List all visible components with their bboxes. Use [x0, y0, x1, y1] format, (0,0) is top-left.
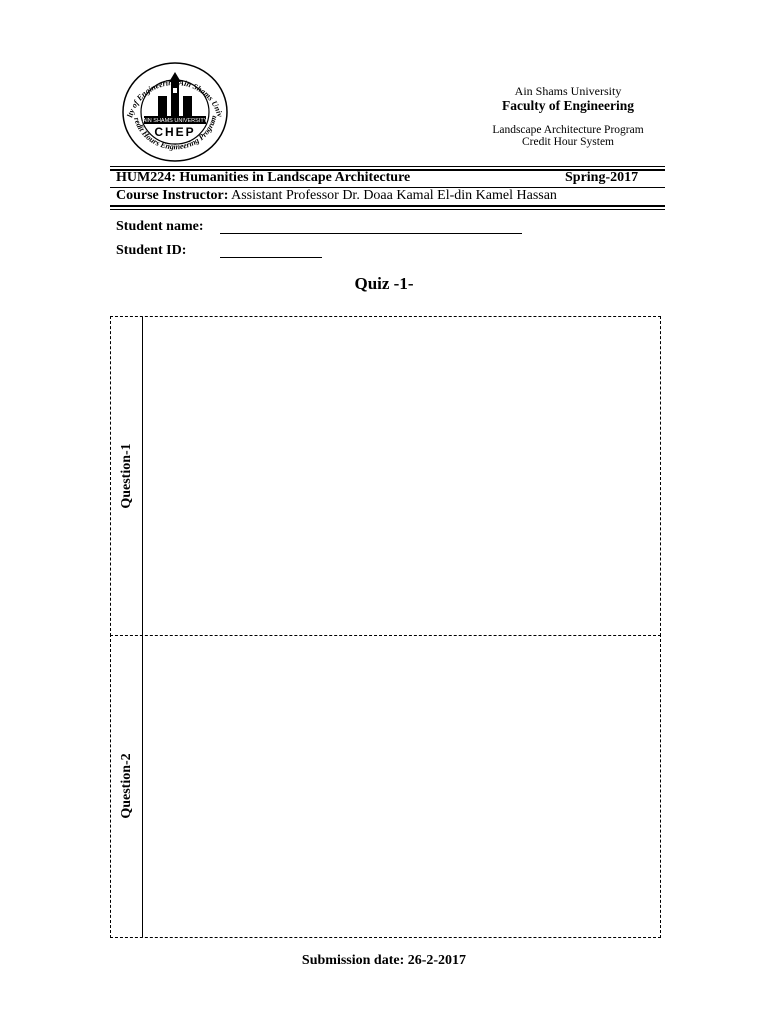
course-title: HUM224: Humanities in Landscape Architecture [116, 170, 411, 185]
seal-center-text: CHEP [154, 125, 196, 139]
header-rule [110, 166, 665, 167]
student-name-field[interactable] [220, 233, 522, 234]
question-1-label: Question-1 [118, 443, 134, 509]
question-2-label: Question-2 [118, 752, 134, 819]
seal-bottom-text: redit Hours Engineering Program [132, 114, 219, 152]
student-name-label: Student name: [116, 219, 204, 234]
student-id-label: Student ID: [116, 243, 187, 258]
instructor-label: Course Instructor: [116, 188, 229, 203]
instructor-name: Assistant Professor Dr. Doaa Kamal El-din Kamel Hassan [228, 188, 557, 203]
faculty-name: Faculty of Engineering [502, 98, 634, 113]
question-1-box[interactable] [110, 316, 661, 636]
course-semester: Spring-2017 [565, 170, 639, 185]
question-2-label-cell [111, 634, 142, 937]
course-instructor [116, 188, 557, 204]
quiz-title: Quiz -1- [354, 274, 414, 293]
seal-top-text: lty of Engineering Ain Shams Univ [125, 77, 225, 119]
submission-date: Submission date: 26-2-2017 [301, 953, 467, 968]
question-2-box[interactable] [110, 634, 661, 938]
header-rule [110, 209, 665, 210]
system-name: Credit Hour System [522, 136, 614, 148]
question-divider [142, 634, 143, 937]
question-divider [142, 317, 143, 635]
question-1-label-cell [111, 317, 142, 635]
seal-band-text: AIN SHAMS UNIVERSITY [142, 118, 208, 124]
university-name: Ain Shams University [514, 84, 622, 98]
university-seal-logo [120, 60, 230, 165]
header-rule [110, 205, 665, 207]
program-name: Landscape Architecture Program [492, 124, 644, 136]
student-id-field[interactable] [220, 257, 322, 258]
